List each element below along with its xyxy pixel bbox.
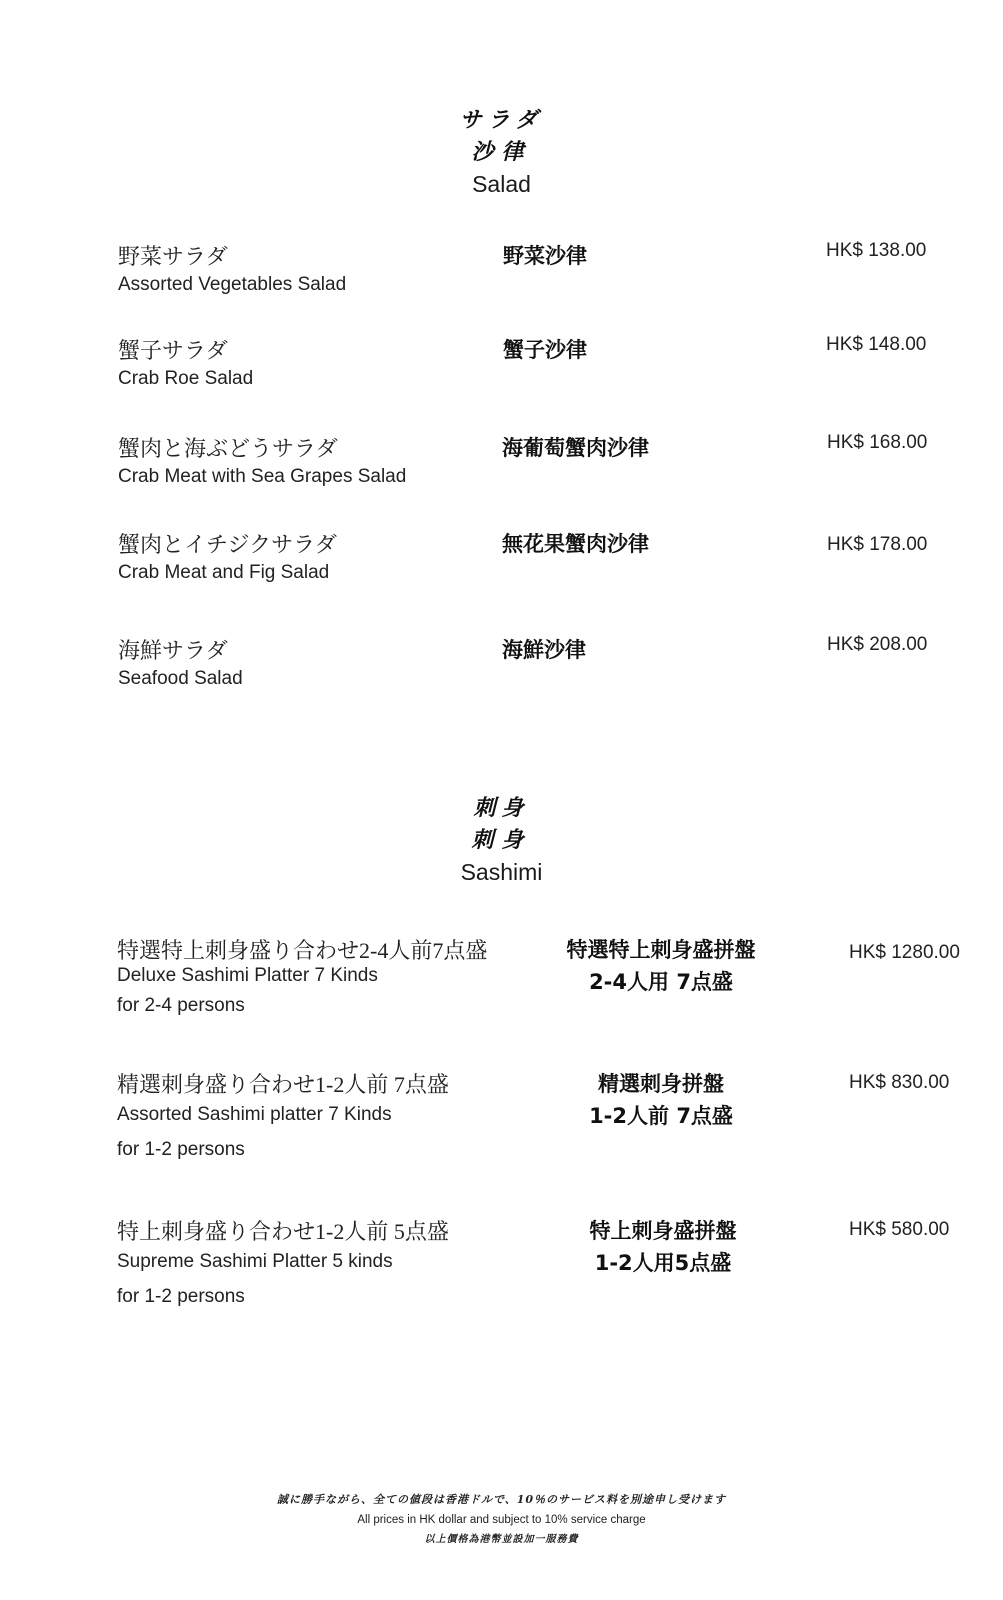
- item-serving-en: for 1-2 persons: [117, 1286, 245, 1307]
- item-price: HK$ 580.00: [849, 1219, 950, 1240]
- item-name-zh: [543, 1215, 783, 1279]
- item-name-zh: [541, 1068, 781, 1132]
- item-name-jp: 特選特上刺身盛り合わせ2-4人前7点盛: [117, 938, 488, 963]
- item-name-zh-line1: 特選特上刺身盛拼盤: [566, 938, 756, 962]
- item-price: HK$ 148.00: [826, 334, 927, 355]
- salad-section-heading: [0, 104, 1003, 200]
- item-name-en: Crab Meat with Sea Grapes Salad: [118, 466, 407, 487]
- item-name-zh-line2: 2-4人用 7点盛: [589, 970, 733, 994]
- item-name-jp: 蟹肉と海ぶどうサラダ: [118, 436, 338, 461]
- footer-note-en: All prices in HK dollar and subject to 10% service charge: [357, 1514, 646, 1526]
- item-name-zh: 蟹子沙律: [503, 338, 587, 362]
- item-name-jp: 野菜サラダ: [118, 244, 228, 269]
- item-name-zh-line1: 精選刺身拼盤: [598, 1072, 724, 1096]
- item-name-zh: 海葡萄蟹肉沙律: [502, 436, 649, 460]
- item-serving-en: for 1-2 persons: [117, 1139, 245, 1160]
- salad-title-zh: 沙律: [471, 139, 532, 165]
- item-name-zh: [541, 934, 781, 998]
- item-name-zh: 海鮮沙律: [502, 638, 586, 662]
- item-name-zh: 無花果蟹肉沙律: [502, 532, 649, 556]
- salad-title-jp: サラダ: [459, 107, 544, 133]
- item-name-en: Assorted Vegetables Salad: [118, 274, 347, 295]
- item-name-zh: 野菜沙律: [503, 244, 587, 268]
- item-name-jp: 蟹子サラダ: [118, 338, 228, 363]
- item-price: HK$ 1280.00: [849, 942, 960, 963]
- item-price: HK$ 178.00: [827, 534, 928, 555]
- item-price: HK$ 208.00: [827, 634, 928, 655]
- item-name-zh-line2: 1-2人前 7点盛: [589, 1104, 733, 1128]
- salad-title-en: Salad: [472, 171, 531, 197]
- item-name-en: Deluxe Sashimi Platter 7 Kinds: [117, 965, 378, 986]
- item-name-jp: 蟹肉とイチジクサラダ: [118, 532, 337, 557]
- sashimi-title-zh: 刺身: [471, 827, 532, 853]
- item-name-zh-line2: 1-2人用5点盛: [594, 1251, 732, 1275]
- item-price: HK$ 168.00: [827, 432, 928, 453]
- sashimi-title-en: Sashimi: [460, 859, 543, 885]
- footer-note-jp: 誠に勝手ながら、全ての値段は香港ドルで、10％のサービス料を別途申し受けます: [276, 1493, 727, 1506]
- footer-notice: [0, 1490, 1003, 1550]
- footer-note-zh: 以上價格為港幣並設加一服務費: [424, 1534, 579, 1545]
- item-name-jp: 海鮮サラダ: [118, 638, 228, 663]
- item-price: HK$ 138.00: [826, 240, 927, 261]
- item-name-en: Crab Roe Salad: [118, 368, 254, 389]
- item-price: HK$ 830.00: [849, 1072, 950, 1093]
- item-name-en: Crab Meat and Fig Salad: [118, 562, 330, 583]
- sashimi-title-jp: 刺身: [473, 795, 530, 821]
- item-name-en: Assorted Sashimi platter 7 Kinds: [117, 1104, 392, 1125]
- item-name-en: Supreme Sashimi Platter 5 kinds: [117, 1251, 393, 1272]
- item-serving-en: for 2-4 persons: [117, 995, 245, 1016]
- item-name-jp: 特上刺身盛り合わせ1-2人前 5点盛: [117, 1219, 449, 1244]
- item-name-en: Seafood Salad: [118, 668, 243, 689]
- sashimi-section-heading: [0, 792, 1003, 888]
- item-name-zh-line1: 特上刺身盛拼盤: [589, 1219, 737, 1243]
- item-name-jp: 精選刺身盛り合わせ1-2人前 7点盛: [117, 1072, 449, 1097]
